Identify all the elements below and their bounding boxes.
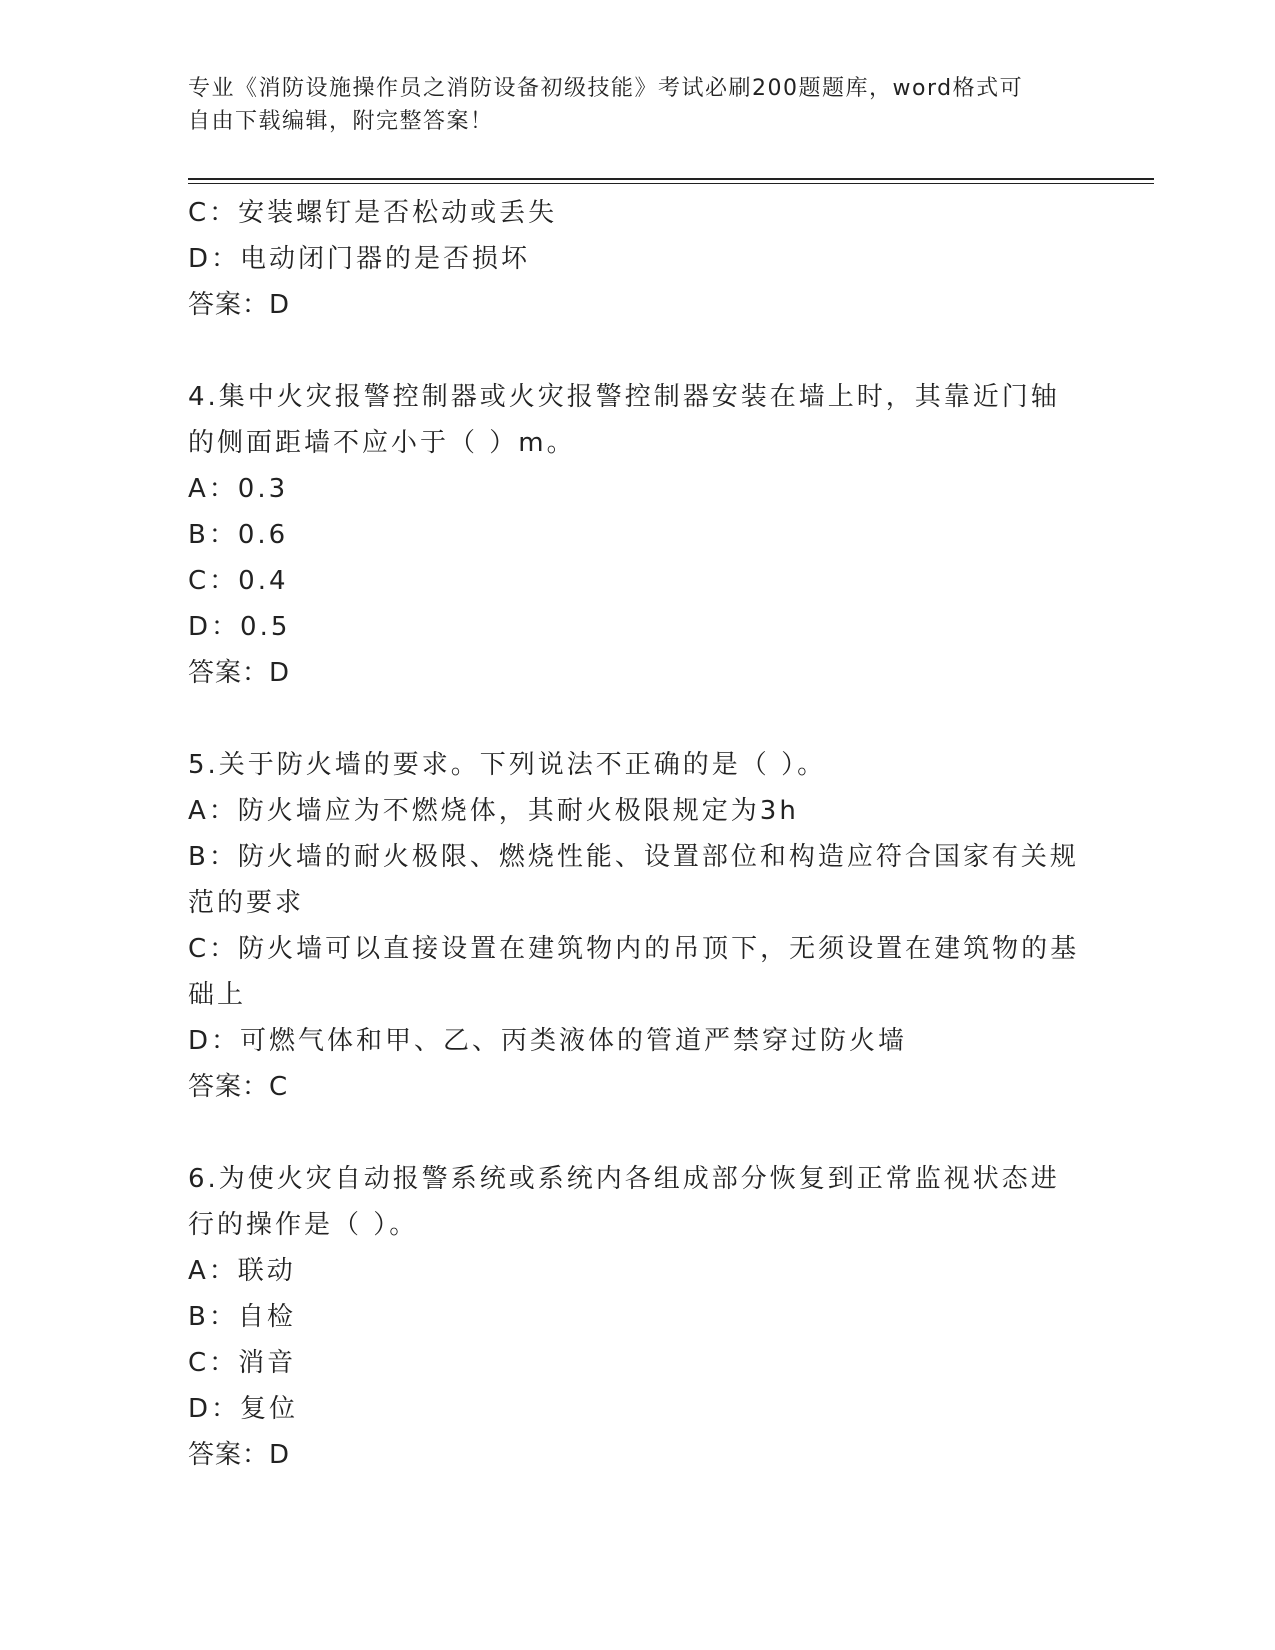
q3-answer: 答案：D [188,290,291,320]
q5-option-d: D：可燃气体和甲、乙、丙类液体的管道严禁穿过防火墙 [188,1026,908,1056]
question-5 [188,742,1088,1110]
q5-option-a: A：防火墙应为不燃烧体，其耐火极限规定为3h [188,796,799,826]
q6-stem-line-2: 行的操作是（ ）。 [188,1210,419,1240]
q5-option-c-line-2: 础上 [188,980,247,1010]
q5-option-b-line-1: B：防火墙的耐火极限、燃烧性能、设置部位和构造应符合国家有关规 [188,842,1079,872]
q6-option-d: D：复位 [188,1394,299,1424]
question-4 [188,374,1088,696]
q6-answer: 答案：D [188,1440,291,1470]
q4-stem-line-2: 的侧面距墙不应小于（ ）m。 [188,428,576,458]
header-line-1: 专业《消防设施操作员之消防设备初级技能》考试必刷200题题库，word格式可 [188,76,1024,101]
header-line-2: 自由下载编辑，附完整答案！ [188,109,494,134]
q5-stem: 5.关于防火墙的要求。下列说法不正确的是（ ）。 [188,750,827,780]
question-content [188,190,1088,1478]
question-3-tail [188,190,1088,328]
q5-option-b-line-2: 范的要求 [188,888,305,918]
q4-answer: 答案：D [188,658,291,688]
q4-option-d: D：0.5 [188,612,291,642]
q4-option-c: C：0.4 [188,566,289,596]
document-header [188,72,1068,138]
q6-option-a: A：联动 [188,1256,296,1286]
q3-option-d: D：电动闭门器的是否损坏 [188,244,531,274]
q4-option-b: B：0.6 [188,520,289,550]
q5-option-c-line-1: C：防火墙可以直接设置在建筑物内的吊顶下，无须设置在建筑物的基 [188,934,1080,964]
spacer [188,1110,1088,1156]
header-divider-thin [188,183,1154,184]
header-divider-thick [188,178,1154,180]
q6-stem-line-1: 6.为使火灾自动报警系统或系统内各组成部分恢复到正常监视状态进 [188,1164,1060,1194]
question-6 [188,1156,1088,1478]
spacer [188,696,1088,742]
q6-option-c: C：消音 [188,1348,297,1378]
q6-option-b: B：自检 [188,1302,296,1332]
q5-answer: 答案：C [188,1072,289,1102]
spacer [188,328,1088,374]
q4-option-a: A：0.3 [188,474,289,504]
q3-option-c: C：安装螺钉是否松动或丢失 [188,198,558,228]
q4-stem-line-1: 4.集中火灾报警控制器或火灾报警控制器安装在墙上时，其靠近门轴 [188,382,1060,412]
